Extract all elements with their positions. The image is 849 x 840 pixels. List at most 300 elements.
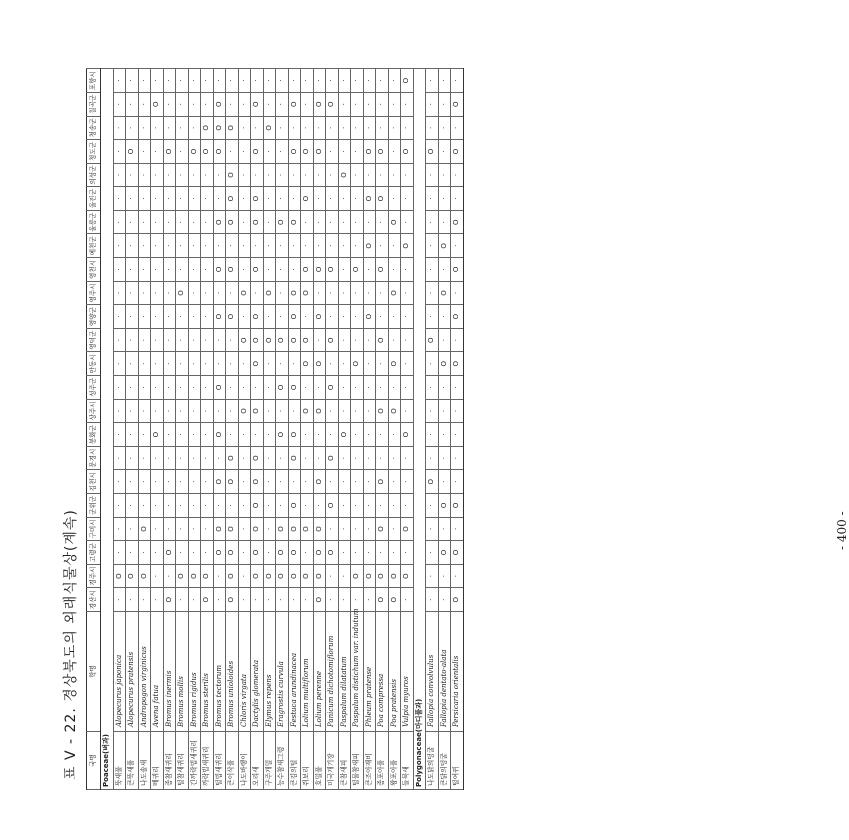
presence-cell: · xyxy=(163,470,176,494)
presence-cell: · xyxy=(338,234,351,258)
presence-cell: O xyxy=(251,352,264,376)
presence-cell: · xyxy=(326,305,339,329)
scientific-name-cell: Alopecurus pratensis xyxy=(126,612,139,732)
presence-cell: O xyxy=(288,305,301,329)
presence-cell: O xyxy=(426,140,439,164)
table-row xyxy=(338,69,351,790)
presence-cell: · xyxy=(188,376,201,400)
presence-cell: · xyxy=(326,116,339,140)
presence-cell: · xyxy=(176,69,189,93)
presence-cell: · xyxy=(138,494,151,518)
presence-cell: · xyxy=(188,352,201,376)
presence-cell: · xyxy=(388,470,401,494)
presence-cell: · xyxy=(201,305,214,329)
presence-cell: · xyxy=(163,281,176,305)
presence-cell: O xyxy=(401,517,414,541)
korean-name-cell: 나도닭의덩굴 xyxy=(426,732,439,790)
presence-cell: · xyxy=(188,210,201,234)
presence-cell: · xyxy=(351,92,364,116)
presence-cell: · xyxy=(113,588,126,612)
presence-cell: O xyxy=(451,541,464,565)
presence-cell: · xyxy=(388,494,401,518)
presence-cell: O xyxy=(438,541,451,565)
presence-cell: · xyxy=(151,116,164,140)
korean-name-cell: 큰닭의덩굴 xyxy=(438,732,451,790)
presence-cell: O xyxy=(376,328,389,352)
presence-cell: · xyxy=(238,588,251,612)
presence-cell: · xyxy=(388,376,401,400)
presence-cell: · xyxy=(426,258,439,282)
presence-cell: · xyxy=(126,352,139,376)
presence-cell: · xyxy=(338,187,351,211)
presence-cell: O xyxy=(401,423,414,447)
presence-cell: · xyxy=(288,187,301,211)
presence-cell: · xyxy=(226,494,239,518)
presence-cell: · xyxy=(426,187,439,211)
presence-cell: O xyxy=(226,588,239,612)
presence-cell: · xyxy=(151,69,164,93)
presence-cell: O xyxy=(226,541,239,565)
header-region: 영천시 xyxy=(87,258,101,282)
presence-cell: O xyxy=(226,187,239,211)
family-row xyxy=(413,69,426,790)
korean-name-cell: 오리새 xyxy=(251,732,264,790)
presence-cell: · xyxy=(163,517,176,541)
presence-cell: · xyxy=(163,376,176,400)
presence-cell: · xyxy=(401,470,414,494)
presence-cell: · xyxy=(113,352,126,376)
scientific-name-cell: Bromus sterilis xyxy=(201,612,214,732)
korean-name-cell: 털빕새귀리 xyxy=(213,732,226,790)
presence-cell: · xyxy=(176,423,189,447)
presence-cell: · xyxy=(188,399,201,423)
table-row xyxy=(138,69,151,790)
presence-cell: · xyxy=(313,494,326,518)
presence-cell: · xyxy=(276,92,289,116)
presence-cell: · xyxy=(276,470,289,494)
table-row xyxy=(276,69,289,790)
presence-cell: · xyxy=(438,92,451,116)
presence-cell: · xyxy=(201,163,214,187)
presence-cell: · xyxy=(363,69,376,93)
presence-cell: O xyxy=(213,305,226,329)
presence-cell: · xyxy=(438,258,451,282)
presence-cell: · xyxy=(351,69,364,93)
presence-cell: · xyxy=(351,423,364,447)
presence-cell: · xyxy=(376,234,389,258)
presence-cell: · xyxy=(138,234,151,258)
presence-cell: · xyxy=(188,446,201,470)
presence-cell: · xyxy=(138,163,151,187)
presence-cell: O xyxy=(426,328,439,352)
presence-cell: O xyxy=(251,305,264,329)
presence-cell: · xyxy=(313,423,326,447)
presence-cell: · xyxy=(126,588,139,612)
presence-cell: · xyxy=(363,92,376,116)
table-row xyxy=(113,69,126,790)
presence-cell: · xyxy=(438,210,451,234)
presence-cell: · xyxy=(138,352,151,376)
presence-cell: · xyxy=(363,258,376,282)
presence-cell: · xyxy=(438,69,451,93)
presence-cell: · xyxy=(138,541,151,565)
presence-cell: · xyxy=(301,446,314,470)
presence-cell: O xyxy=(451,352,464,376)
presence-cell: · xyxy=(188,69,201,93)
presence-cell: · xyxy=(388,305,401,329)
presence-cell: O xyxy=(213,140,226,164)
presence-cell: O xyxy=(363,234,376,258)
scientific-name-cell: Bromus rigidus xyxy=(188,612,201,732)
presence-cell: O xyxy=(288,541,301,565)
presence-cell: · xyxy=(276,258,289,282)
table-row xyxy=(213,69,226,790)
presence-cell: O xyxy=(376,470,389,494)
presence-cell: · xyxy=(126,234,139,258)
presence-cell: · xyxy=(301,423,314,447)
presence-cell: · xyxy=(276,234,289,258)
presence-cell: O xyxy=(276,328,289,352)
presence-cell: · xyxy=(213,69,226,93)
presence-cell: · xyxy=(263,376,276,400)
presence-cell: · xyxy=(138,446,151,470)
presence-cell: · xyxy=(301,541,314,565)
presence-cell: · xyxy=(213,588,226,612)
presence-cell: · xyxy=(138,588,151,612)
presence-cell: O xyxy=(388,564,401,588)
presence-cell: · xyxy=(301,69,314,93)
presence-cell: O xyxy=(288,494,301,518)
scientific-name-cell: Eragrostis curvula xyxy=(276,612,289,732)
presence-cell: · xyxy=(338,588,351,612)
presence-cell: O xyxy=(251,494,264,518)
presence-cell: O xyxy=(213,376,226,400)
presence-cell: · xyxy=(301,234,314,258)
header-region: 청도군 xyxy=(87,140,101,164)
presence-cell: O xyxy=(313,305,326,329)
presence-cell: · xyxy=(201,234,214,258)
presence-cell: · xyxy=(126,163,139,187)
presence-cell: O xyxy=(213,423,226,447)
presence-cell: · xyxy=(426,541,439,565)
table-row xyxy=(313,69,326,790)
korean-name-cell: 쥐보리 xyxy=(301,732,314,790)
presence-cell: O xyxy=(276,210,289,234)
presence-cell: · xyxy=(288,470,301,494)
table-row xyxy=(151,69,164,790)
table-row xyxy=(188,69,201,790)
presence-cell: · xyxy=(238,376,251,400)
presence-cell: O xyxy=(213,258,226,282)
presence-cell: · xyxy=(188,517,201,541)
presence-cell: · xyxy=(138,399,151,423)
presence-cell: · xyxy=(326,69,339,93)
presence-cell: · xyxy=(363,399,376,423)
korean-name-cell: 메귀리 xyxy=(151,732,164,790)
presence-cell: · xyxy=(176,470,189,494)
presence-cell: · xyxy=(301,210,314,234)
presence-cell: O xyxy=(326,92,339,116)
presence-cell: · xyxy=(188,328,201,352)
presence-cell: · xyxy=(138,69,151,93)
scientific-name-cell: Bromus tectorum xyxy=(213,612,226,732)
presence-cell: · xyxy=(126,92,139,116)
presence-cell: · xyxy=(188,258,201,282)
presence-cell: · xyxy=(426,517,439,541)
family-row xyxy=(101,69,114,790)
presence-cell: · xyxy=(276,305,289,329)
presence-cell: O xyxy=(313,258,326,282)
presence-cell: · xyxy=(363,446,376,470)
presence-cell: · xyxy=(438,399,451,423)
presence-cell: · xyxy=(376,423,389,447)
scientific-name-cell: Poa pratensis xyxy=(388,612,401,732)
presence-cell: · xyxy=(213,234,226,258)
presence-cell: · xyxy=(176,187,189,211)
presence-cell: · xyxy=(238,92,251,116)
presence-cell: O xyxy=(276,541,289,565)
scientific-name-cell: Paspalum distichum var. indutum xyxy=(351,612,364,732)
header-region: 구미시 xyxy=(87,517,101,541)
presence-cell: · xyxy=(376,305,389,329)
presence-cell: · xyxy=(263,517,276,541)
presence-cell: · xyxy=(201,352,214,376)
presence-cell: O xyxy=(213,92,226,116)
presence-cell: O xyxy=(313,564,326,588)
presence-cell: O xyxy=(301,328,314,352)
flora-table xyxy=(86,68,464,790)
table-row xyxy=(438,69,451,790)
presence-cell: O xyxy=(201,564,214,588)
presence-cell: · xyxy=(288,163,301,187)
presence-cell: · xyxy=(363,541,376,565)
presence-cell: · xyxy=(401,399,414,423)
presence-cell: · xyxy=(351,376,364,400)
presence-cell: · xyxy=(263,352,276,376)
presence-cell: · xyxy=(151,328,164,352)
presence-cell: · xyxy=(163,163,176,187)
presence-cell: O xyxy=(301,187,314,211)
presence-cell: O xyxy=(251,446,264,470)
presence-cell: · xyxy=(126,494,139,518)
presence-cell: · xyxy=(176,328,189,352)
presence-cell: · xyxy=(363,210,376,234)
scientific-name-cell: Fallopia dentato-alata xyxy=(438,612,451,732)
presence-cell: · xyxy=(201,376,214,400)
presence-cell: · xyxy=(363,470,376,494)
presence-cell: · xyxy=(238,187,251,211)
presence-cell: O xyxy=(451,588,464,612)
presence-cell: O xyxy=(376,588,389,612)
rotated-page xyxy=(60,40,849,800)
korean-name-cell: 좀참새귀리 xyxy=(163,732,176,790)
presence-cell: · xyxy=(126,210,139,234)
presence-cell: O xyxy=(288,140,301,164)
presence-cell: · xyxy=(163,69,176,93)
scientific-name-cell: Alopecurus japonica xyxy=(113,612,126,732)
presence-cell: · xyxy=(438,446,451,470)
presence-cell: · xyxy=(301,588,314,612)
presence-cell: · xyxy=(151,376,164,400)
presence-cell: O xyxy=(251,210,264,234)
presence-cell: · xyxy=(113,281,126,305)
presence-cell: · xyxy=(151,517,164,541)
presence-cell: · xyxy=(213,564,226,588)
scientific-name-cell: Panicum dichotomiflorum xyxy=(326,612,339,732)
scientific-name-cell: Avena fatua xyxy=(151,612,164,732)
presence-cell: · xyxy=(351,116,364,140)
presence-cell: O xyxy=(376,140,389,164)
presence-cell: · xyxy=(276,163,289,187)
presence-cell: · xyxy=(376,541,389,565)
presence-cell: · xyxy=(326,399,339,423)
presence-cell: · xyxy=(438,116,451,140)
family-label: Poaceae(벼과) xyxy=(101,69,114,790)
korean-name-cell: 큰조아재비 xyxy=(363,732,376,790)
presence-cell: O xyxy=(226,258,239,282)
presence-cell: · xyxy=(126,305,139,329)
header-scientific-name: 학명 xyxy=(87,612,101,732)
presence-cell: · xyxy=(288,234,301,258)
korean-name-cell: 뚝새풀 xyxy=(113,732,126,790)
presence-cell: · xyxy=(313,328,326,352)
presence-cell: · xyxy=(238,258,251,282)
presence-cell: · xyxy=(401,328,414,352)
presence-cell: · xyxy=(288,69,301,93)
presence-cell: · xyxy=(451,517,464,541)
presence-cell: · xyxy=(326,140,339,164)
presence-cell: · xyxy=(201,446,214,470)
korean-name-cell: 털참새귀리 xyxy=(176,732,189,790)
presence-cell: · xyxy=(338,564,351,588)
table-row xyxy=(163,69,176,790)
presence-cell: · xyxy=(226,423,239,447)
presence-cell: O xyxy=(251,399,264,423)
presence-cell: · xyxy=(388,517,401,541)
scientific-name-cell: Poa compressa xyxy=(376,612,389,732)
presence-cell: · xyxy=(263,140,276,164)
header-region: 예천군 xyxy=(87,234,101,258)
presence-cell: O xyxy=(376,187,389,211)
presence-cell: O xyxy=(263,328,276,352)
presence-cell: O xyxy=(376,258,389,282)
presence-cell: · xyxy=(313,163,326,187)
presence-cell: · xyxy=(351,470,364,494)
presence-cell: O xyxy=(313,588,326,612)
presence-cell: · xyxy=(201,187,214,211)
presence-cell: · xyxy=(151,564,164,588)
presence-cell: · xyxy=(388,541,401,565)
presence-cell: · xyxy=(363,376,376,400)
table-row xyxy=(201,69,214,790)
presence-cell: · xyxy=(113,258,126,282)
presence-cell: · xyxy=(276,69,289,93)
presence-cell: O xyxy=(376,517,389,541)
presence-cell: O xyxy=(288,517,301,541)
presence-cell: · xyxy=(138,423,151,447)
header-region: 봉화군 xyxy=(87,423,101,447)
presence-cell: · xyxy=(363,494,376,518)
presence-cell: O xyxy=(163,541,176,565)
presence-cell: · xyxy=(401,305,414,329)
presence-cell: · xyxy=(263,446,276,470)
presence-cell: · xyxy=(276,494,289,518)
presence-cell: O xyxy=(301,517,314,541)
presence-cell: · xyxy=(376,446,389,470)
table-row xyxy=(401,69,414,790)
scientific-name-cell: Andropogon virginicus xyxy=(138,612,151,732)
presence-cell: O xyxy=(326,328,339,352)
presence-cell: · xyxy=(438,564,451,588)
presence-cell: · xyxy=(163,258,176,282)
presence-cell: · xyxy=(276,116,289,140)
presence-cell: · xyxy=(151,163,164,187)
presence-cell: · xyxy=(363,328,376,352)
presence-cell: · xyxy=(176,376,189,400)
presence-cell: O xyxy=(451,494,464,518)
presence-cell: · xyxy=(238,234,251,258)
presence-cell: · xyxy=(213,328,226,352)
korean-name-cell: 능수참새그령 xyxy=(276,732,289,790)
presence-cell: O xyxy=(251,258,264,282)
presence-cell: · xyxy=(213,494,226,518)
presence-cell: · xyxy=(176,258,189,282)
presence-cell: · xyxy=(438,470,451,494)
presence-cell: · xyxy=(326,517,339,541)
presence-cell: O xyxy=(338,163,351,187)
presence-cell: · xyxy=(301,163,314,187)
presence-cell: O xyxy=(276,564,289,588)
presence-cell: · xyxy=(388,446,401,470)
presence-cell: O xyxy=(401,234,414,258)
presence-cell: · xyxy=(376,494,389,518)
table-row xyxy=(288,69,301,790)
presence-cell: · xyxy=(338,470,351,494)
presence-cell: · xyxy=(126,470,139,494)
presence-cell: · xyxy=(438,376,451,400)
presence-cell: O xyxy=(238,281,251,305)
presence-cell: · xyxy=(176,517,189,541)
presence-cell: · xyxy=(226,92,239,116)
korean-name-cell: 구주개밀 xyxy=(263,732,276,790)
presence-cell: O xyxy=(326,258,339,282)
presence-cell: · xyxy=(351,305,364,329)
header-region: 포항시 xyxy=(87,69,101,93)
presence-cell: O xyxy=(401,140,414,164)
presence-cell: · xyxy=(163,187,176,211)
presence-cell: · xyxy=(263,470,276,494)
presence-cell: · xyxy=(163,116,176,140)
presence-cell: · xyxy=(401,210,414,234)
presence-cell: · xyxy=(201,210,214,234)
presence-cell: · xyxy=(151,305,164,329)
presence-cell: O xyxy=(313,399,326,423)
presence-cell: O xyxy=(301,281,314,305)
presence-cell: · xyxy=(163,352,176,376)
presence-cell: · xyxy=(313,210,326,234)
presence-cell: · xyxy=(151,258,164,282)
presence-cell: · xyxy=(151,234,164,258)
presence-cell: · xyxy=(363,588,376,612)
presence-cell: · xyxy=(326,588,339,612)
presence-cell: · xyxy=(201,399,214,423)
presence-cell: · xyxy=(338,494,351,518)
header-region: 김천시 xyxy=(87,470,101,494)
presence-cell: · xyxy=(376,376,389,400)
presence-cell: · xyxy=(113,376,126,400)
presence-cell: · xyxy=(438,187,451,211)
presence-cell: O xyxy=(376,399,389,423)
